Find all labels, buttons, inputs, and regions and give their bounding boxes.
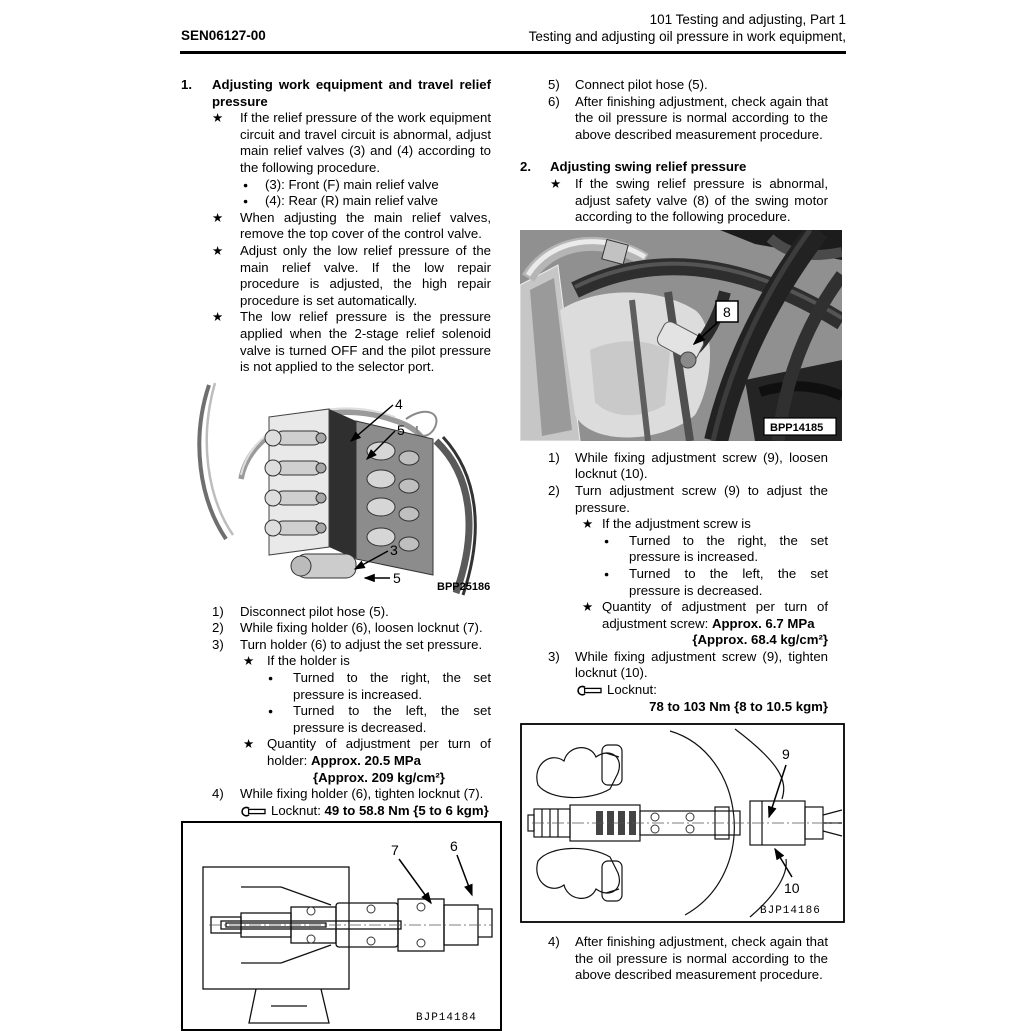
section-1-notes [212,110,491,376]
right-column [520,77,828,984]
header-title-line2: Testing and adjusting oil pressure in work equipment, [528,29,846,44]
step-bullet: ● Turned to the left, the set pressure is decreased. [268,703,491,735]
step: 1) While fixing adjustment screw (9), loosen locknut (10). [548,449,828,482]
figure-code: BJP14186 [760,905,821,918]
torque-spec: Locknut: [576,682,828,699]
section-2-title: Adjusting swing relief pressure [550,159,747,175]
step-bullet: ● Turned to the right, the set pressure is increased. [604,532,828,565]
wrench-icon [240,806,266,817]
step: 4) While fixing holder (6), tighten locknut (7). [212,786,484,802]
header-title-line1: 101 Testing and adjusting, Part 1 [649,12,846,27]
callout-3: 3 [390,541,398,558]
note: ★ The low relief pressure is the pressure applied when the 2-stage relief solenoid valve is turned OFF and the pilot pressure is not applied to the selector port. [212,309,491,375]
section-2-number: 2. [520,159,531,175]
figure-code: BPP25186 [437,580,491,593]
step: 1) Disconnect pilot hose (5). [212,603,389,619]
callout-7: 7 [391,842,399,859]
section-1-steps [212,604,491,820]
step-note: ★ If the holder is [243,653,350,669]
bullet-marker: ● [268,673,274,684]
doc-code: SEN06127-00 [181,28,266,43]
step: 4) After finishing adjustment, check again that the oil pressure is normal according to the above described measurement procedure. [548,934,828,983]
note: ★ Adjust only the low relief pressure of the main relief valve. If the low repair procedure is adjusted, the high repair procedure is set automatically. [212,242,491,308]
star-marker: ★ [243,654,255,669]
callout-10: 10 [784,880,800,897]
callout-9: 9 [782,746,790,763]
figure-control-valve [181,379,506,598]
star-marker: ★ [212,243,224,258]
spec-value-metric: {Approx. 209 kg/cm²} [313,769,445,785]
section-1-number: 1. [181,77,192,92]
step-note-spec: ★ Quantity of adjustment per turn of holder: Approx. 20.5 MPa {Approx. 209 kg/cm²} [243,736,491,785]
star-marker: ★ [243,737,255,752]
callout-4: 4 [395,395,403,412]
star-marker: ★ [550,176,562,191]
step: 3) Turn holder (6) to adjust the set pressure. [212,636,483,652]
figure-relief-valve-section [181,821,502,1031]
left-column [181,77,491,1031]
step: 3) While fixing adjustment screw (9), tighten locknut (10). [548,648,828,681]
section-2-heading [520,159,828,176]
torque-value: 78 to 103 Nm {8 to 10.5 kgm} [649,698,828,714]
step-bullet: ● Turned to the left, the set pressure is decreased. [604,565,828,598]
section-1-heading [181,77,491,110]
spec-value: Approx. 20.5 MPa [311,753,421,769]
step-note: ★ If the adjustment screw is [582,516,751,532]
bullet-marker: ● [268,706,274,717]
header-title [529,11,846,45]
star-marker: ★ [582,600,594,615]
callout-8: 8 [723,303,731,320]
callout-5b: 5 [393,569,401,586]
spec-value-metric: {Approx. 68.4 kg/cm²} [692,632,828,648]
step-bullet: ● Turned to the right, the set pressure is increased. [268,670,491,702]
section-1-steps-continued [548,77,828,143]
note: ★ When adjusting the main relief valves, remove the top cover of the control valve. [212,209,491,242]
step-note-spec: ★ Quantity of adjustment per turn of adjustment screw: Approx. 6.7 MPa {Approx. 68.4 kg/cm²} [582,599,828,648]
spec-value: Approx. 6.7 MPa [711,615,815,631]
step: 5) Connect pilot hose (5). [548,77,708,92]
callout-5: 5 [397,421,405,438]
note-bullet: ● (4): Rear (R) main relief valve [243,193,438,209]
figure-code: BPP14185 [770,421,824,434]
section-2-steps [548,450,828,716]
figure-safety-valve-section [520,723,845,923]
callout-6: 6 [450,838,458,855]
note: ★ If the swing relief pressure is abnormal, adjust safety valve (8) of the swing motor according to the following procedure. [550,175,828,225]
bullet-marker: ● [604,535,610,546]
note: ★ If the relief pressure of the work equipment circuit and travel circuit is abnormal, adjust main relief valves (3) and (4) according to the following procedure. [212,110,491,175]
section-2-final-step [548,934,828,984]
wrench-icon [576,685,602,696]
bullet-marker: ● [604,568,610,579]
star-marker: ★ [582,517,594,532]
star-marker: ★ [212,111,224,126]
section-2-notes [550,176,828,226]
header-rule [180,51,846,54]
step: 2) Turn adjustment screw (9) to adjust the pressure. [548,482,828,515]
figure-code: BJP14184 [416,1012,477,1025]
torque-value: 49 to 58.8 Nm {5 to 6 kgm} [324,802,489,818]
section-1-title: Adjusting work equipment and travel relief pressure [212,77,491,109]
torque-spec: Locknut: 49 to 58.8 Nm {5 to 6 kgm} [240,803,491,820]
figure-swing-motor-photo [520,230,842,441]
note-bullet: ● (3): Front (F) main relief valve [243,176,439,192]
bullet-marker: ● [243,179,249,190]
star-marker: ★ [212,210,224,225]
star-marker: ★ [212,310,224,325]
step: 2) While fixing holder (6), loosen locknut (7). [212,620,483,636]
bullet-marker: ● [243,196,249,207]
step: 6) After finishing adjustment, check again that the oil pressure is normal according to the above described measurement procedure. [548,93,828,142]
